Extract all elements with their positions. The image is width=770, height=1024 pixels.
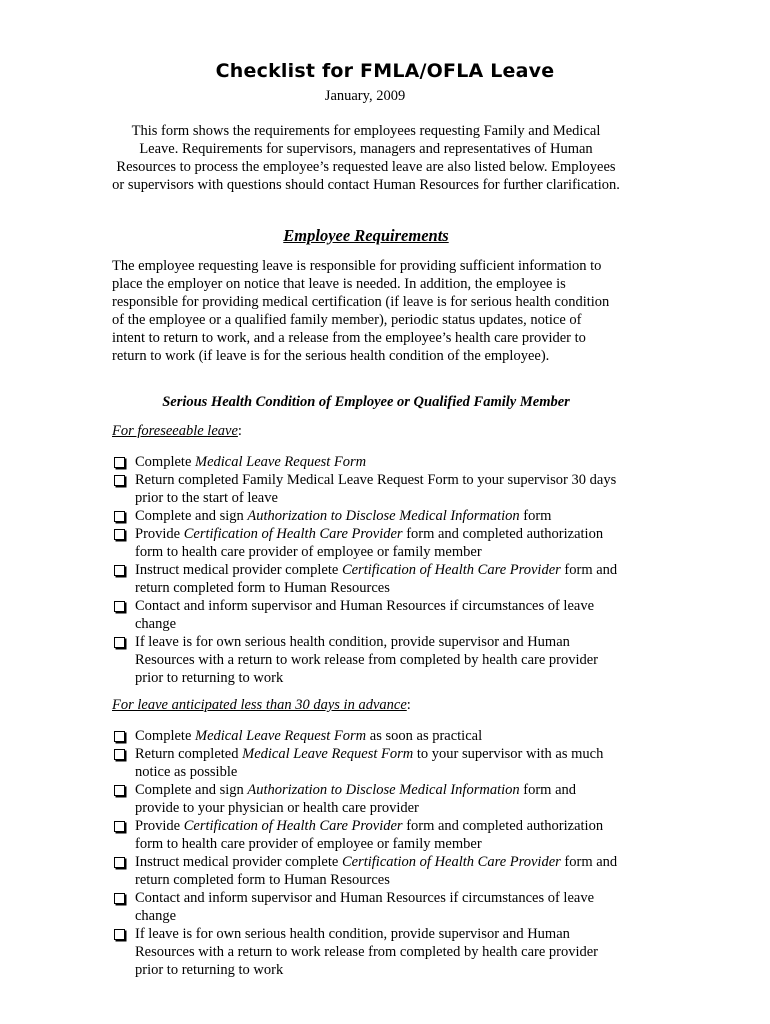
checkbox-icon[interactable]	[114, 749, 125, 760]
anticipated-leave-label	[112, 697, 411, 714]
list-item	[112, 633, 622, 687]
list-item	[112, 561, 622, 597]
item-text: Contact and inform supervisor and Human Resources if circumstances of leave change	[135, 890, 595, 924]
section-heading: Employee Requirements	[283, 226, 449, 245]
checkbox-icon[interactable]	[114, 857, 125, 868]
item-text: If leave is for own serious health condition, provide supervisor and Human Resources with a return to work release from completed by health care provider prior to returning to work	[135, 926, 599, 978]
item-text: Complete and sign	[135, 782, 248, 798]
anticipated-checklist	[112, 727, 622, 979]
list-item	[112, 727, 622, 745]
list-item	[112, 925, 622, 979]
foreseeable-label-colon: :	[237, 423, 242, 439]
checkbox-icon[interactable]	[114, 529, 125, 540]
checkbox-icon[interactable]	[114, 785, 125, 796]
foreseeable-checklist	[112, 453, 622, 687]
list-item	[112, 525, 622, 561]
list-item	[112, 853, 622, 889]
item-text-end: form and return completed form to Human Resources	[135, 854, 618, 888]
item-form-name: Certification of Health Care Provider	[183, 526, 403, 542]
checkbox-icon[interactable]	[114, 821, 125, 832]
item-text-end: form and provide to your physician or health care provider	[135, 782, 577, 816]
item-text: Instruct medical provider complete	[135, 562, 342, 578]
list-item	[112, 781, 622, 817]
item-text: Return completed	[135, 746, 243, 762]
item-text: Complete and sign	[135, 508, 248, 524]
item-form-name: Certification of Health Care Provider	[341, 854, 561, 870]
intro-paragraph: This form shows the requirements for employees requesting Family and Medical Leave. Requirements for supervisors, managers and representatives of Human Resources to process the employee’s requested leave are also listed below. Employees or supervisors with questions should contact Human Resources for further clarification.	[112, 123, 620, 193]
item-text: Instruct medical provider complete	[135, 854, 342, 870]
checkbox-icon[interactable]	[114, 929, 125, 940]
item-text: If leave is for own serious health condition, provide supervisor and Human Resources with a return to work release from completed by health care provider prior to returning to work	[135, 634, 599, 686]
list-item	[112, 745, 622, 781]
item-text: Complete	[135, 454, 196, 470]
checkbox-icon[interactable]	[114, 511, 125, 522]
item-form-name: Certification of Health Care Provider	[183, 818, 403, 834]
document-date: January, 2009	[324, 88, 406, 104]
checkbox-icon[interactable]	[114, 637, 125, 648]
item-text-end: form and return completed form to Human Resources	[135, 562, 618, 596]
list-item	[112, 453, 622, 471]
checkbox-icon[interactable]	[114, 475, 125, 486]
condition-subheading: Serious Health Condition of Employee or Qualified Family Member	[162, 394, 570, 410]
item-text: Complete	[135, 728, 196, 744]
checkbox-icon[interactable]	[114, 565, 125, 576]
item-form-name: Medical Leave Request Form	[242, 746, 414, 762]
checkbox-icon[interactable]	[114, 893, 125, 904]
item-text: Provide	[135, 526, 184, 542]
anticipated-label-text: For leave anticipated less than 30 days in advance	[112, 697, 407, 713]
checkbox-icon[interactable]	[114, 601, 125, 612]
item-text: Return completed Family Medical Leave Request Form to your supervisor 30 days prior to the start of leave	[135, 472, 617, 506]
list-item	[112, 471, 622, 507]
item-text: Provide	[135, 818, 184, 834]
list-item	[112, 817, 622, 853]
list-item	[112, 597, 622, 633]
item-form-name: Certification of Health Care Provider	[341, 562, 561, 578]
item-text-end: as soon as practical	[366, 728, 483, 744]
checkbox-icon[interactable]	[114, 457, 125, 468]
list-item	[112, 507, 622, 525]
item-text-end: to your supervisor with as much notice as possible	[135, 746, 604, 780]
foreseeable-label-text: For foreseeable leave	[112, 423, 238, 439]
item-text: Contact and inform supervisor and Human Resources if circumstances of leave change	[135, 598, 595, 632]
item-form-name: Authorization to Disclose Medical Information	[247, 508, 520, 524]
list-item	[112, 889, 622, 925]
requirements-paragraph: The employee requesting leave is responsible for providing sufficient information to place the employer on notice that leave is needed. In addition, the employee is responsible for providing medical certification (if leave is for serious health condition of the employee or a qualified family member), periodic status updates, notice of intent to return to work, and a release from the employee’s health care provider to return to work (if leave is for the serious health condition of the employee).	[112, 258, 610, 364]
item-text-end: form and completed authorization form to health care provider of employee or family member	[135, 818, 604, 852]
anticipated-label-colon: :	[406, 697, 411, 713]
page-title: Checklist for FMLA/OFLA Leave	[215, 60, 555, 82]
item-form-name: Medical Leave Request Form	[195, 728, 367, 744]
item-form-name: Medical Leave Request Form	[195, 454, 367, 470]
item-form-name: Authorization to Disclose Medical Information	[247, 782, 520, 798]
foreseeable-leave-label	[112, 423, 242, 440]
checkbox-icon[interactable]	[114, 731, 125, 742]
item-text-end: form and completed authorization form to health care provider of employee or family member	[135, 526, 604, 560]
item-text-end: form	[519, 508, 552, 524]
